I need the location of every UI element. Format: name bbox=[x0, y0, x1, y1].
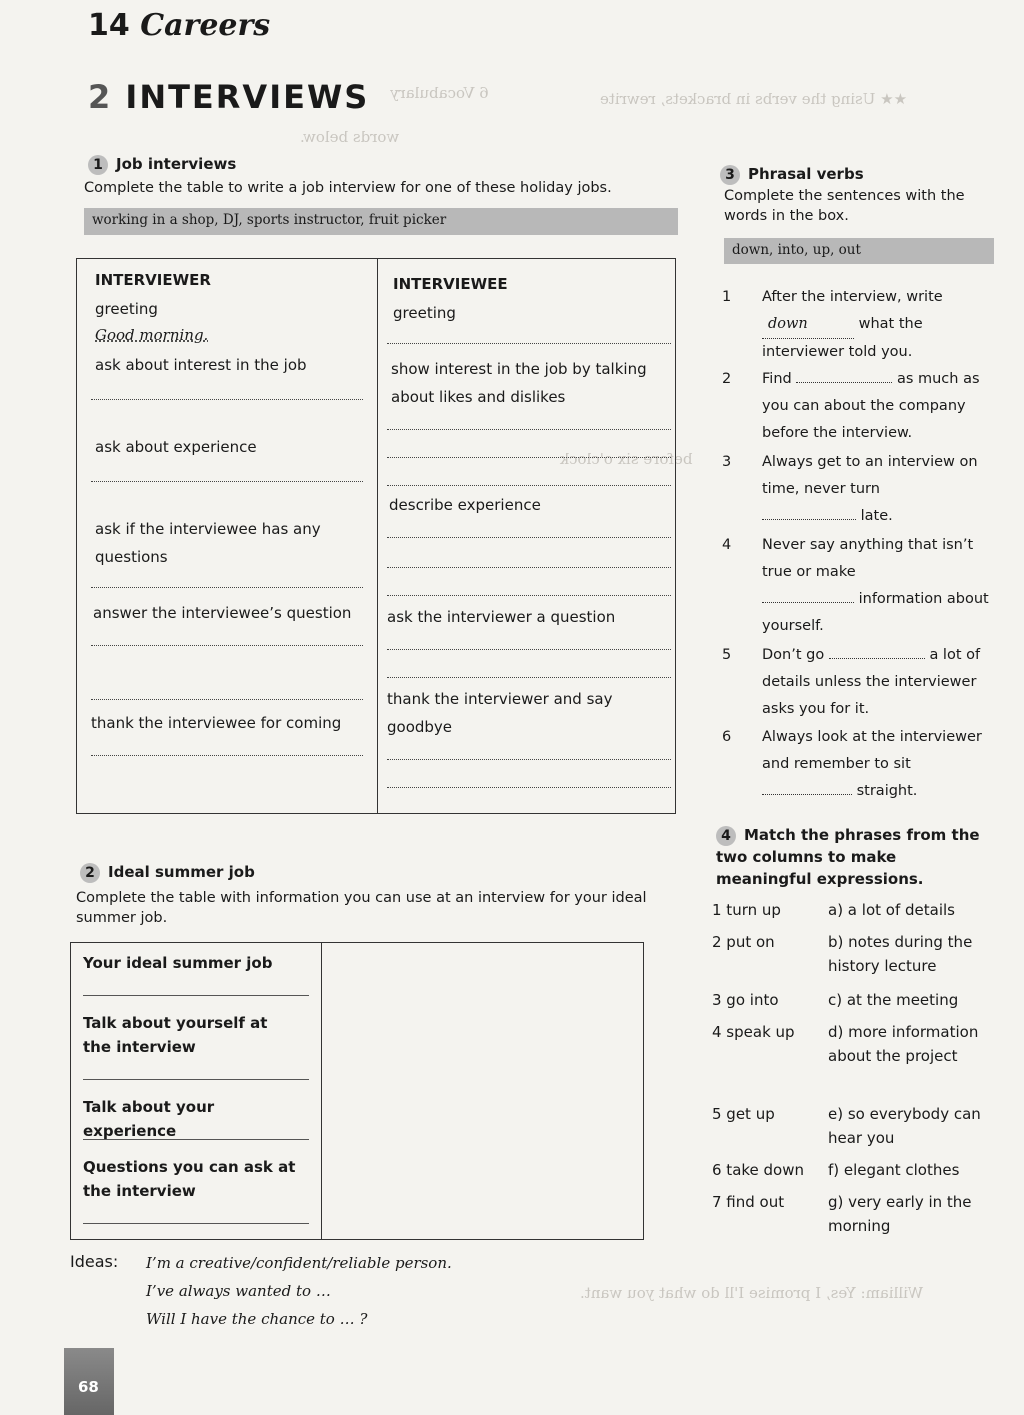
ex3-item-text: Find bbox=[762, 371, 792, 387]
ex3-number-badge: 3 bbox=[720, 165, 740, 185]
ex4-left-phrase[interactable]: 3 go into bbox=[712, 991, 779, 1009]
answer-blank[interactable] bbox=[762, 588, 854, 603]
unit-title: Careers bbox=[140, 8, 271, 43]
ex3-item-text: Always look at the interviewer and remember to sit bbox=[762, 729, 982, 772]
interviewer-experience: ask about experience bbox=[95, 438, 257, 456]
ex1-title: Job interviews bbox=[116, 155, 237, 173]
ex2-heading bbox=[80, 862, 255, 883]
answer-line[interactable] bbox=[387, 485, 671, 486]
bleed-through-text: ★★ Using the verbs in brackets, rewrite bbox=[600, 90, 908, 108]
ex3-title: Phrasal verbs bbox=[748, 165, 864, 183]
ex2-number-badge: 2 bbox=[80, 863, 100, 883]
ex4-right-phrase[interactable]: f) elegant clothes bbox=[828, 1161, 960, 1179]
ex3-item-text: After the interview, write bbox=[762, 289, 943, 305]
answer-line[interactable] bbox=[387, 567, 671, 568]
ex3-item bbox=[722, 284, 992, 366]
ex4-heading bbox=[716, 824, 986, 890]
ex3-item-number: 4 bbox=[722, 537, 732, 553]
interviewee-describe: describe experience bbox=[389, 496, 541, 514]
answer-blank[interactable] bbox=[762, 780, 852, 795]
answer-line[interactable] bbox=[387, 787, 671, 788]
answer-line[interactable] bbox=[91, 587, 363, 588]
page-number: 68 bbox=[78, 1378, 99, 1396]
lesson-title bbox=[88, 78, 369, 116]
unit-number: 14 bbox=[88, 8, 130, 43]
ex1-heading bbox=[88, 154, 236, 175]
ex1-number-badge: 1 bbox=[88, 155, 108, 175]
idea-item: Will I have the chance to … ? bbox=[146, 1310, 368, 1328]
ex3-item-number: 2 bbox=[722, 371, 732, 387]
ex3-word-box: down, into, up, out bbox=[724, 238, 994, 264]
ex1-instruction: Complete the table to write a job interview for one of these holiday jobs. bbox=[84, 180, 612, 196]
answer-line[interactable] bbox=[387, 429, 671, 430]
ex3-item-text: what the interviewer told you. bbox=[762, 316, 923, 360]
interviewee-greeting: greeting bbox=[393, 304, 456, 322]
ex2-table bbox=[70, 942, 644, 1240]
ex2-row-rule[interactable] bbox=[83, 995, 309, 996]
ex4-left-phrase[interactable]: 7 find out bbox=[712, 1193, 785, 1211]
interviewer-heading: INTERVIEWER bbox=[95, 271, 211, 289]
ex2-row-label: Your ideal summer job bbox=[83, 954, 273, 972]
ex3-item-text: a lot of details unless the interviewer asks you for it. bbox=[762, 647, 981, 717]
answer-line[interactable] bbox=[387, 457, 671, 458]
interviewer-interest: ask about interest in the job bbox=[95, 356, 307, 374]
ex4-left-phrase[interactable]: 1 turn up bbox=[712, 901, 781, 919]
ideas-label: Ideas: bbox=[70, 1252, 119, 1271]
ex3-heading bbox=[720, 164, 864, 185]
ex4-left-phrase[interactable]: 6 take down bbox=[712, 1161, 805, 1179]
answer-line[interactable] bbox=[91, 755, 363, 756]
lesson-number: 2 bbox=[88, 78, 113, 116]
ex2-row-rule[interactable] bbox=[83, 1139, 309, 1140]
answer-line[interactable] bbox=[91, 645, 363, 646]
answer-blank[interactable] bbox=[829, 644, 925, 659]
ex3-item-number: 6 bbox=[722, 729, 732, 745]
bleed-through-text: William: Yes, I promise I'll do what you want. bbox=[580, 1284, 924, 1302]
ex3-instruction: Complete the sentences with the words in the box. bbox=[724, 188, 965, 224]
ex3-item-text: straight. bbox=[856, 783, 918, 799]
ex3-item-number: 1 bbox=[722, 289, 732, 305]
ex1-jobs-bar: working in a shop, DJ, sports instructor, fruit picker bbox=[84, 208, 678, 235]
ex2-row-rule[interactable] bbox=[83, 1223, 309, 1224]
answer-line[interactable] bbox=[387, 595, 671, 596]
answer-line[interactable] bbox=[387, 677, 671, 678]
ex3-item bbox=[722, 642, 992, 723]
ex3-example-answer[interactable]: down bbox=[762, 311, 854, 339]
ex3-item-number: 5 bbox=[722, 647, 732, 663]
ex3-item-text: Don’t go bbox=[762, 647, 825, 663]
interviewee-thank-goodbye: thank the interviewer and say goodbye bbox=[387, 690, 613, 736]
ex4-right-phrase[interactable]: b) notes during the history lecture bbox=[828, 933, 973, 975]
ex2-row-label: Questions you can ask at the interview bbox=[83, 1158, 296, 1200]
ex2-row-rule[interactable] bbox=[83, 1079, 309, 1080]
ex3-item-text: Never say anything that isn’t true or make bbox=[762, 537, 974, 580]
lesson-name: INTERVIEWS bbox=[125, 78, 370, 116]
ex3-item-text: information about yourself. bbox=[762, 591, 989, 634]
ex3-item-number: 3 bbox=[722, 454, 732, 470]
ex4-right-phrase[interactable]: g) very early in the morning bbox=[828, 1193, 972, 1235]
ex4-right-phrase[interactable]: d) more information about the project bbox=[828, 1023, 979, 1065]
ex3-item bbox=[722, 532, 992, 640]
ex3-item-text: late. bbox=[860, 508, 893, 524]
ex3-item bbox=[722, 366, 992, 447]
ex2-instruction: Complete the table with information you can use at an interview for your ideal summer job. bbox=[76, 890, 647, 926]
ex4-right-phrase[interactable]: e) so everybody can hear you bbox=[828, 1105, 981, 1147]
ex4-title: Match the phrases from the two columns to make meaningful expressions. bbox=[716, 826, 980, 888]
ex4-right-phrase[interactable]: c) at the meeting bbox=[828, 991, 959, 1009]
bleed-through-text: 6 Vocabulary bbox=[390, 84, 489, 102]
ex4-left-phrase[interactable]: 2 put on bbox=[712, 933, 775, 951]
answer-line[interactable] bbox=[387, 759, 671, 760]
answer-blank[interactable] bbox=[796, 368, 892, 383]
ex2-title: Ideal summer job bbox=[108, 863, 255, 881]
interviewer-greeting: greeting bbox=[95, 300, 158, 318]
interviewee-column bbox=[379, 259, 675, 813]
answer-line[interactable] bbox=[387, 649, 671, 650]
ex1-table bbox=[76, 258, 676, 814]
ex4-left-phrase[interactable]: 4 speak up bbox=[712, 1023, 795, 1041]
bleed-through-text: words below. bbox=[300, 128, 400, 146]
answer-line[interactable] bbox=[91, 699, 363, 700]
answer-line[interactable] bbox=[387, 537, 671, 538]
interviewer-thank: thank the interviewee for coming bbox=[91, 714, 342, 732]
answer-line[interactable] bbox=[387, 343, 671, 344]
answer-blank[interactable] bbox=[762, 505, 856, 520]
unit-header bbox=[88, 8, 270, 43]
ex4-right-phrase[interactable]: a) a lot of details bbox=[828, 901, 955, 919]
bleed-through-text: before six o'clock bbox=[560, 450, 693, 468]
ex2-row-label: Talk about your experience bbox=[83, 1098, 215, 1140]
ex2-row-label: Talk about yourself at the interview bbox=[83, 1014, 268, 1056]
answer-line[interactable] bbox=[91, 399, 363, 400]
ex3-item bbox=[722, 449, 992, 530]
interviewer-questions: ask if the interviewee has any questions bbox=[95, 520, 321, 566]
ex1-example-answer[interactable]: Good morning. bbox=[95, 326, 209, 344]
ex4-left-phrase[interactable]: 5 get up bbox=[712, 1105, 775, 1123]
idea-item: I’m a creative/confident/reliable person. bbox=[146, 1254, 452, 1272]
interviewer-answer: answer the interviewee’s question bbox=[93, 604, 352, 622]
interviewee-show-interest: show interest in the job by talking about likes and dislikes bbox=[391, 360, 647, 406]
interviewer-column bbox=[77, 259, 377, 813]
ex4-number-badge: 4 bbox=[716, 826, 736, 846]
interviewee-heading: INTERVIEWEE bbox=[393, 275, 508, 293]
ex3-item-text: Always get to an interview on time, never turn bbox=[762, 454, 978, 497]
interviewee-ask-question: ask the interviewer a question bbox=[387, 608, 616, 626]
idea-item: I’ve always wanted to … bbox=[146, 1282, 331, 1300]
ex3-item bbox=[722, 724, 992, 805]
ex3-item-text: as much as you can about the company before the interview. bbox=[762, 371, 980, 441]
answer-line[interactable] bbox=[91, 481, 363, 482]
